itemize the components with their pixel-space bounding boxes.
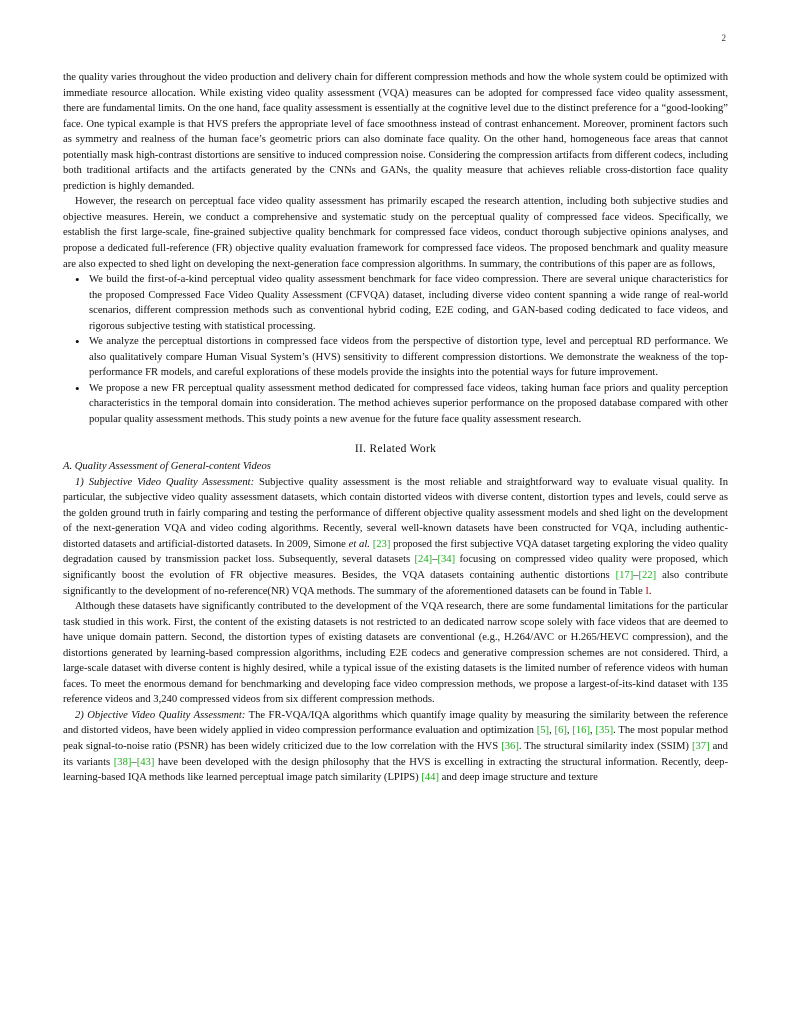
citation-link[interactable]: [44] [421, 772, 439, 784]
citation-link[interactable]: [36] [501, 740, 519, 752]
runin-heading: 2) Objective Video Quality Assessment: [75, 709, 246, 721]
citation-link[interactable]: [22] [638, 569, 657, 581]
text: , [549, 725, 555, 737]
text: . The structural similarity index (SSIM) [518, 740, 692, 752]
text: The FR-VQA/IQA algorithms which quantify image quality by measuring the similarity between the reference and distorted videos, have been widely applied in video compression performance evaluation and optimization [63, 709, 729, 737]
citation-link[interactable]: [34] [437, 554, 456, 566]
runin-heading: 1) Subjective Video Quality Assessment: [75, 476, 255, 488]
subjective-vqa-paragraph [63, 475, 728, 599]
text: , [566, 725, 573, 737]
citation-link[interactable]: [43] [136, 756, 155, 768]
text-italic: et al. [348, 538, 370, 550]
text: have been developed with the design philosophy that the HVS is excelling in extracting the structural information. Recently, deep-learning-based IQA methods like learned perceptual image patch similarity (LPIPS) [63, 756, 728, 784]
objective-vqa-paragraph [63, 708, 728, 786]
intro-paragraph: However, the research on perceptual face video quality assessment has primarily escaped the research attention, including both subjective studies and objective measures. Herein, we conduct a comprehensive and systematic study on the perceptual quality of compressed face videos. Specifically, we establish the first large-scale, fine-grained subjective quality benchmark for compressed face videos, conduct thorough subjective opinions analyses, and propose a dedicated full-reference (FR) objective quality evaluation framework for compressed face videos. The proposed benchmark and quality measure are also expected to shed light on developing the next-generation face compression algorithms. In summary, the contributions of this paper are as follows, [63, 196, 728, 270]
page-number: 2 [721, 33, 726, 43]
citation-link[interactable]: [23] [372, 538, 391, 550]
text: also contribute significantly to the development of no-reference(NR) VQA methods. The summary of the aforementioned datasets can be found in Table [63, 569, 729, 597]
text: – [131, 756, 137, 768]
citation-link[interactable]: [16] [572, 725, 591, 737]
citation-link[interactable]: [37] [691, 740, 710, 752]
contribution-item: • We analyze the perceptual distortions in compressed face videos from the perspective of distortion type, level and perceptual RD performance. We also qualitatively compare Human Visual System’s (HVS) sensitivity to different compression distortions. We demonstrate the weakness of the top-performance FR models, and careful explorations of these models provide the insights into the potential ways for future improvement. [63, 334, 728, 381]
text: . [648, 585, 652, 597]
citation-link[interactable]: [17] [615, 569, 634, 581]
text: proposed the first subjective VQA dataset targeting exploring the video quality degradation caused by transmission packet loss. Subsequently, several datasets [63, 538, 728, 566]
subsection-heading: A. Quality Assessment of General-content Videos [63, 461, 271, 473]
citation-link[interactable]: [24] [414, 554, 433, 566]
citation-link[interactable]: [38] [113, 756, 132, 768]
text: . The most popular method peak signal-to-noise ratio (PSNR) has been widely criticized due to the low correlation with the HVS [63, 725, 729, 752]
text: – [432, 554, 438, 566]
citation-link[interactable]: [6] [554, 725, 567, 737]
citation-link[interactable]: [35] [595, 725, 614, 737]
paper-body [63, 70, 728, 786]
table-reference-link[interactable]: I [645, 585, 649, 597]
text: – [633, 569, 639, 581]
contribution-item: • We build the first-of-a-kind perceptual video quality assessment benchmark for face video compression. There are several unique characteristics for the proposed Compressed Face Video Quality Assessment (CFVQA) dataset, including diverse video content spanning a wide range of real-world scenarios, different compression methods such as conventional hybrid coding, E2E coding, and GAN-based coding dedicated to face videos, and rigorous subjective testing with statistical processing. [63, 272, 728, 334]
text: focusing on compressed video quality were proposed, which significantly boost the evolution of FR objective measures. Besides, the VQA datasets containing authentic distortions [63, 554, 728, 581]
text: , [590, 725, 596, 737]
text: and deep image structure and texture [438, 772, 598, 784]
text: and its variants [63, 740, 728, 768]
contribution-item: • We propose a new FR perceptual quality assessment method dedicated for compressed face videos, taking human face priors and quality perception characteristics in the temporal domain into consideration. The method achieves superior performance on the proposed database compared with other popular quality assessment methods. This study points a new avenue for the future face quality assessment research. [63, 381, 728, 428]
citation-link[interactable]: [5] [536, 725, 550, 737]
section-heading: II. Related Work [354, 442, 437, 455]
limitations-paragraph: Although these datasets have significantly contributed to the development of the VQA research, there are some fundamental limitations for the particular task studied in this work. First, the content of the existing datasets is not restricted to an dedicated narrow scope solely with face videos that are deemed to have unique domain pattern. Second, the distortion types of existing datasets are conventional (e.g., H.264/AVC or H.265/HEVC compression), and the distortions generated by learning-based compression algorithms, including E2E codecs and generative compression schemes are not considered. Third, a large-scale dataset with diverse content is highly desired, while a typical issue of the existing datasets is the limited number of reference videos with human faces. To meet the enormous demand for benchmarking and developing face video compression methods, we propose a largest-of-its-kind dataset with 135 reference videos and 3,240 compressed videos from six different compression methods. [63, 601, 728, 706]
contribution-list [63, 272, 728, 427]
text: Subjective quality assessment is the most reliable and straightforward way to evaluate visual quality. In particular, the subjective video quality assessment datasets, which contain distorted videos with diverse content, distortion types and levels, could serve as the golden ground truth in fairly comparing and testing the performance of different objective quality assessment models and shed light on the development of the next-generation VQA and video coding algorithms. Recently, several well-known datasets have been constructed for VQA, including authentic-distorted datasets and artificial-distorted datasets. In 2009, Simone [63, 476, 729, 550]
intro-paragraph: the quality varies throughout the video production and delivery chain for different compression methods and how the whole system could be optimized with immediate resource allocation. While existing video quality assessment (VQA) measures can be adopted for compressed face video quality assessment, there are fundamental limits. On the one hand, face quality assessment is essentially at the cognitive level due to the distinct preference for a “good-looking” face. One typical example is that HVS prefers the appropriate level of face smoothness instead of contrast enhancement. Moreover, prominent factors such as symmetry and realness of the human face’s geometric priors can also dominate face quality. On the other hand, homogeneous face areas that cannot potentially mask high-contrast distortions are sensitive to induced compression noise. Considering the compression artifacts from different codecs, including both traditional artifacts and the artifacts generated by the CNNs and GANs, the quality measure that achieves reliable cross-distortion face quality prediction is highly demanded. [63, 72, 728, 192]
